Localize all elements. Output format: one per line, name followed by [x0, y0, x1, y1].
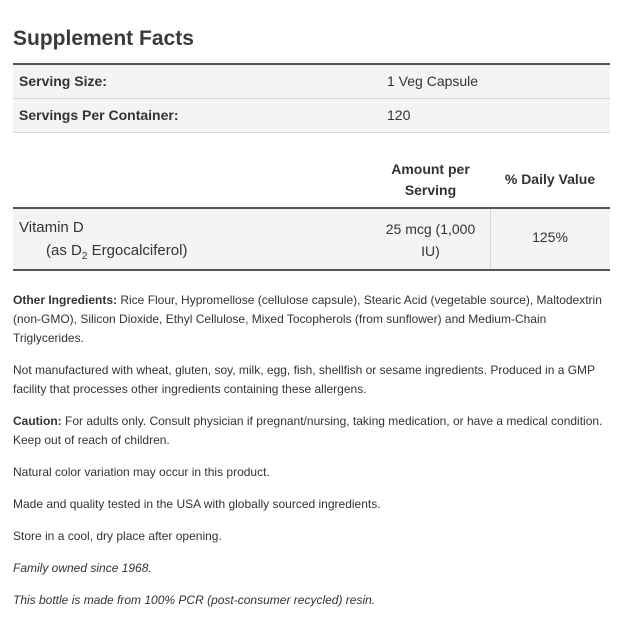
- nutrient-source-subscript: 2: [81, 251, 88, 262]
- nutrient-source: [46, 242, 187, 262]
- nutrient-amount: [373, 218, 488, 262]
- nutrient-amount-line1: 25 mcg (1,000: [385, 221, 476, 237]
- nutrient-source-suffix: Ergocalciferol): [87, 242, 188, 259]
- other-ingredients: [13, 291, 608, 348]
- servings-per-container-row: [13, 99, 610, 133]
- family-owned-text: Family owned since 1968.: [13, 561, 152, 575]
- caution-text: For adults only. Consult physician if pregnant/nursing, taking medication, or have a medical condition. Keep out of reach of children.: [13, 414, 603, 447]
- allergen-statement: Not manufactured with wheat, gluten, soy, milk, egg, fish, shellfish or sesame ingredients. Produced in a GMP facility that processes other ingredients containing these allergens.: [13, 363, 595, 396]
- serving-size-value: 1 Veg Capsule: [387, 73, 479, 89]
- caution-statement: [13, 412, 608, 450]
- amount-per-serving-header: [373, 159, 488, 201]
- nutrient-table: [13, 155, 610, 271]
- recycled-bottle-note: [13, 591, 608, 610]
- amount-header-line1: Amount per: [391, 161, 470, 177]
- other-ingredients-label: Other Ingredients:: [13, 293, 118, 307]
- storage-note: Store in a cool, dry place after opening.: [13, 529, 222, 543]
- caution-label: Caution:: [13, 414, 62, 428]
- serving-size-label: Serving Size:: [19, 73, 107, 89]
- amount-header-line2: Serving: [404, 182, 457, 198]
- nutrient-source-prefix: (as D: [46, 242, 82, 259]
- nutrient-amount-line2: IU): [421, 243, 440, 259]
- nutrient-name: Vitamin D: [19, 219, 84, 236]
- product-notes: [13, 291, 608, 623]
- recycled-bottle-text: This bottle is made from 100% PCR (post-consumer recycled) resin.: [13, 593, 376, 607]
- daily-value-header: % Daily Value: [504, 171, 596, 187]
- made-in-usa-note: Made and quality tested in the USA with globally sourced ingredients.: [13, 497, 381, 511]
- family-owned-note: [13, 559, 608, 578]
- page-title: Supplement Facts: [13, 27, 194, 50]
- servings-per-container-value: 120: [387, 107, 411, 123]
- color-variation-note: Natural color variation may occur in this product.: [13, 465, 270, 479]
- other-ingredients-text: Rice Flour, Hypromellose (cellulose capsule), Stearic Acid (vegetable source), Maltodextrin (non-GMO), Silicon Dioxide, Ethyl Cellulose, Mixed Tocopherols (from sunflower) and Medium-Chain Triglycerides.: [13, 293, 602, 345]
- serving-table: [13, 63, 610, 133]
- nutrient-table-header: [13, 155, 610, 207]
- nutrient-row: [13, 207, 610, 271]
- nutrient-daily-value: 125%: [532, 229, 568, 245]
- servings-per-container-label: Servings Per Container:: [19, 107, 179, 123]
- serving-size-row: [13, 65, 610, 99]
